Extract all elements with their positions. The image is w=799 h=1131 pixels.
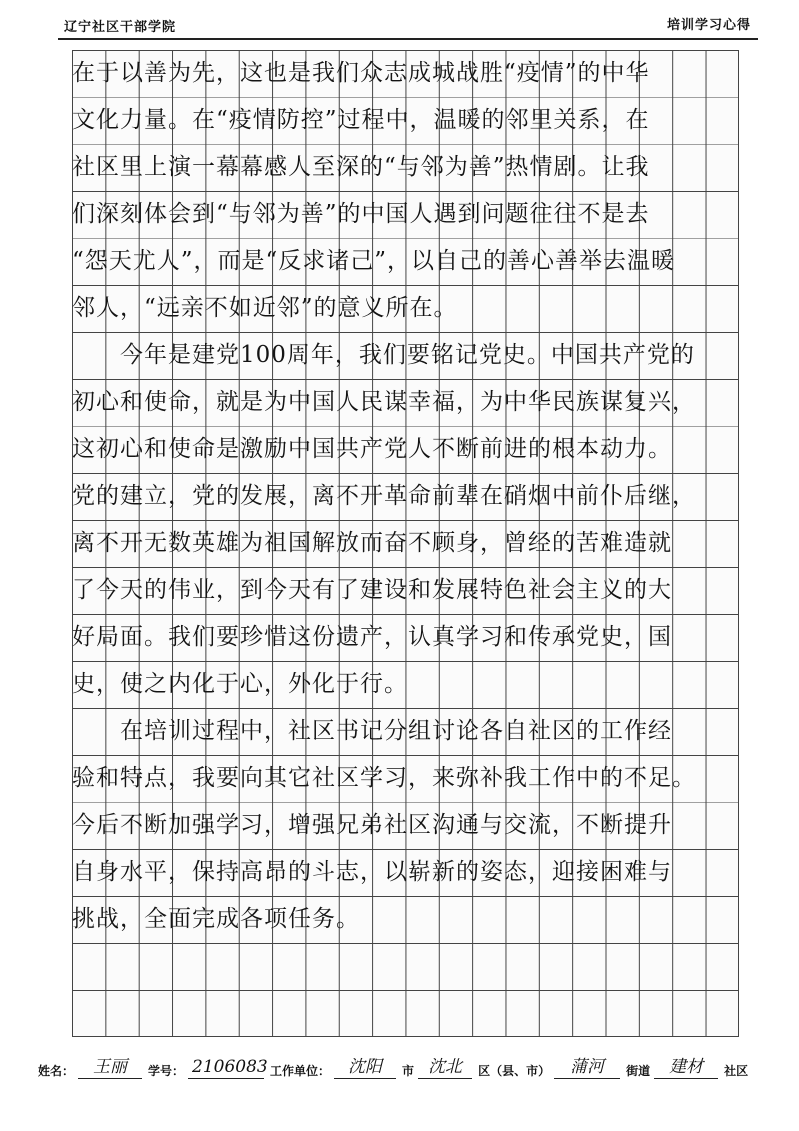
text-line: 们深刻体会到“与邻为善”的中国人遇到问题往往不是去 [72, 201, 650, 227]
text-line: “怨天尤人”，而是“反求诸己”，以自己的善心善举去温暖 [72, 248, 676, 274]
text-line: 史，使之内化于心，外化于行。 [72, 671, 408, 697]
student-id-label: 学号： [148, 1064, 185, 1078]
header-rule [58, 38, 758, 40]
name-value: 王丽 [78, 1056, 142, 1079]
document-type: 培训学习心得 [666, 18, 751, 33]
student-id-value: 2106083 [188, 1056, 264, 1079]
city-suffix: 市 [402, 1064, 415, 1078]
text-line: 了今天的伟业，到今天有了建设和发展特色社会主义的大 [72, 577, 672, 603]
text-line: 社区里上演一幕幕感人至深的“与邻为善”热情剧。让我 [72, 154, 650, 180]
text-line: 好局面。我们要珍惜这份遗产，认真学习和传承党史，国 [72, 624, 672, 650]
text-line: 在于以善为先，这也是我们众志成城战胜“疫情”的中华 [72, 60, 650, 86]
text-line: 挑战，全面完成各项任务。 [72, 906, 360, 932]
text-line: 今年是建党100周年，我们要铭记党史。中国共产党的 [72, 342, 695, 368]
text-line [72, 990, 739, 1037]
text-line: 离不开无数英雄为祖国解放而奋不顾身，曾经的苦难造就 [72, 530, 672, 556]
handwritten-text [72, 50, 739, 1131]
text-line: 邻人，“远亲不如近邻”的意义所在。 [72, 295, 458, 321]
text-line: 这初心和使命是激励中国共产党人不断前进的根本动力。 [72, 436, 672, 462]
city-value: 沈阳 [334, 1056, 396, 1079]
work-unit-label: 工作单位： [270, 1064, 331, 1078]
community-value: 建材 [654, 1056, 718, 1079]
text-line [72, 1084, 739, 1131]
text-line: 文化力量。在“疫情防控”过程中，温暖的邻里关系，在 [72, 107, 650, 133]
text-line: 在培训过程中，社区书记分组讨论各自社区的工作经 [72, 718, 672, 744]
text-line: 党的建立，党的发展，离不开革命前辈在硝烟中前仆后继， [72, 483, 696, 509]
community-suffix: 社区 [724, 1064, 749, 1078]
street-suffix: 街道 [626, 1064, 651, 1078]
text-line [72, 943, 739, 990]
institution-name: 辽宁社区干部学院 [64, 20, 177, 35]
street-value: 蒲河 [554, 1056, 620, 1079]
district-suffix: 区（县、市） [478, 1064, 551, 1078]
text-line: 今后不断加强学习，增强兄弟社区沟通与交流，不断提升 [72, 812, 672, 838]
text-line: 验和特点，我要向其它社区学习，来弥补我工作中的不足。 [72, 765, 696, 791]
text-line: 初心和使命，就是为中国人民谋幸福，为中华民族谋复兴， [72, 389, 696, 415]
name-label: 姓名： [38, 1064, 75, 1078]
text-line: 自身水平，保持高昂的斗志，以崭新的姿态，迎接困难与 [72, 859, 672, 885]
district-value: 沈北 [418, 1056, 472, 1079]
signature-footer [38, 1051, 768, 1079]
